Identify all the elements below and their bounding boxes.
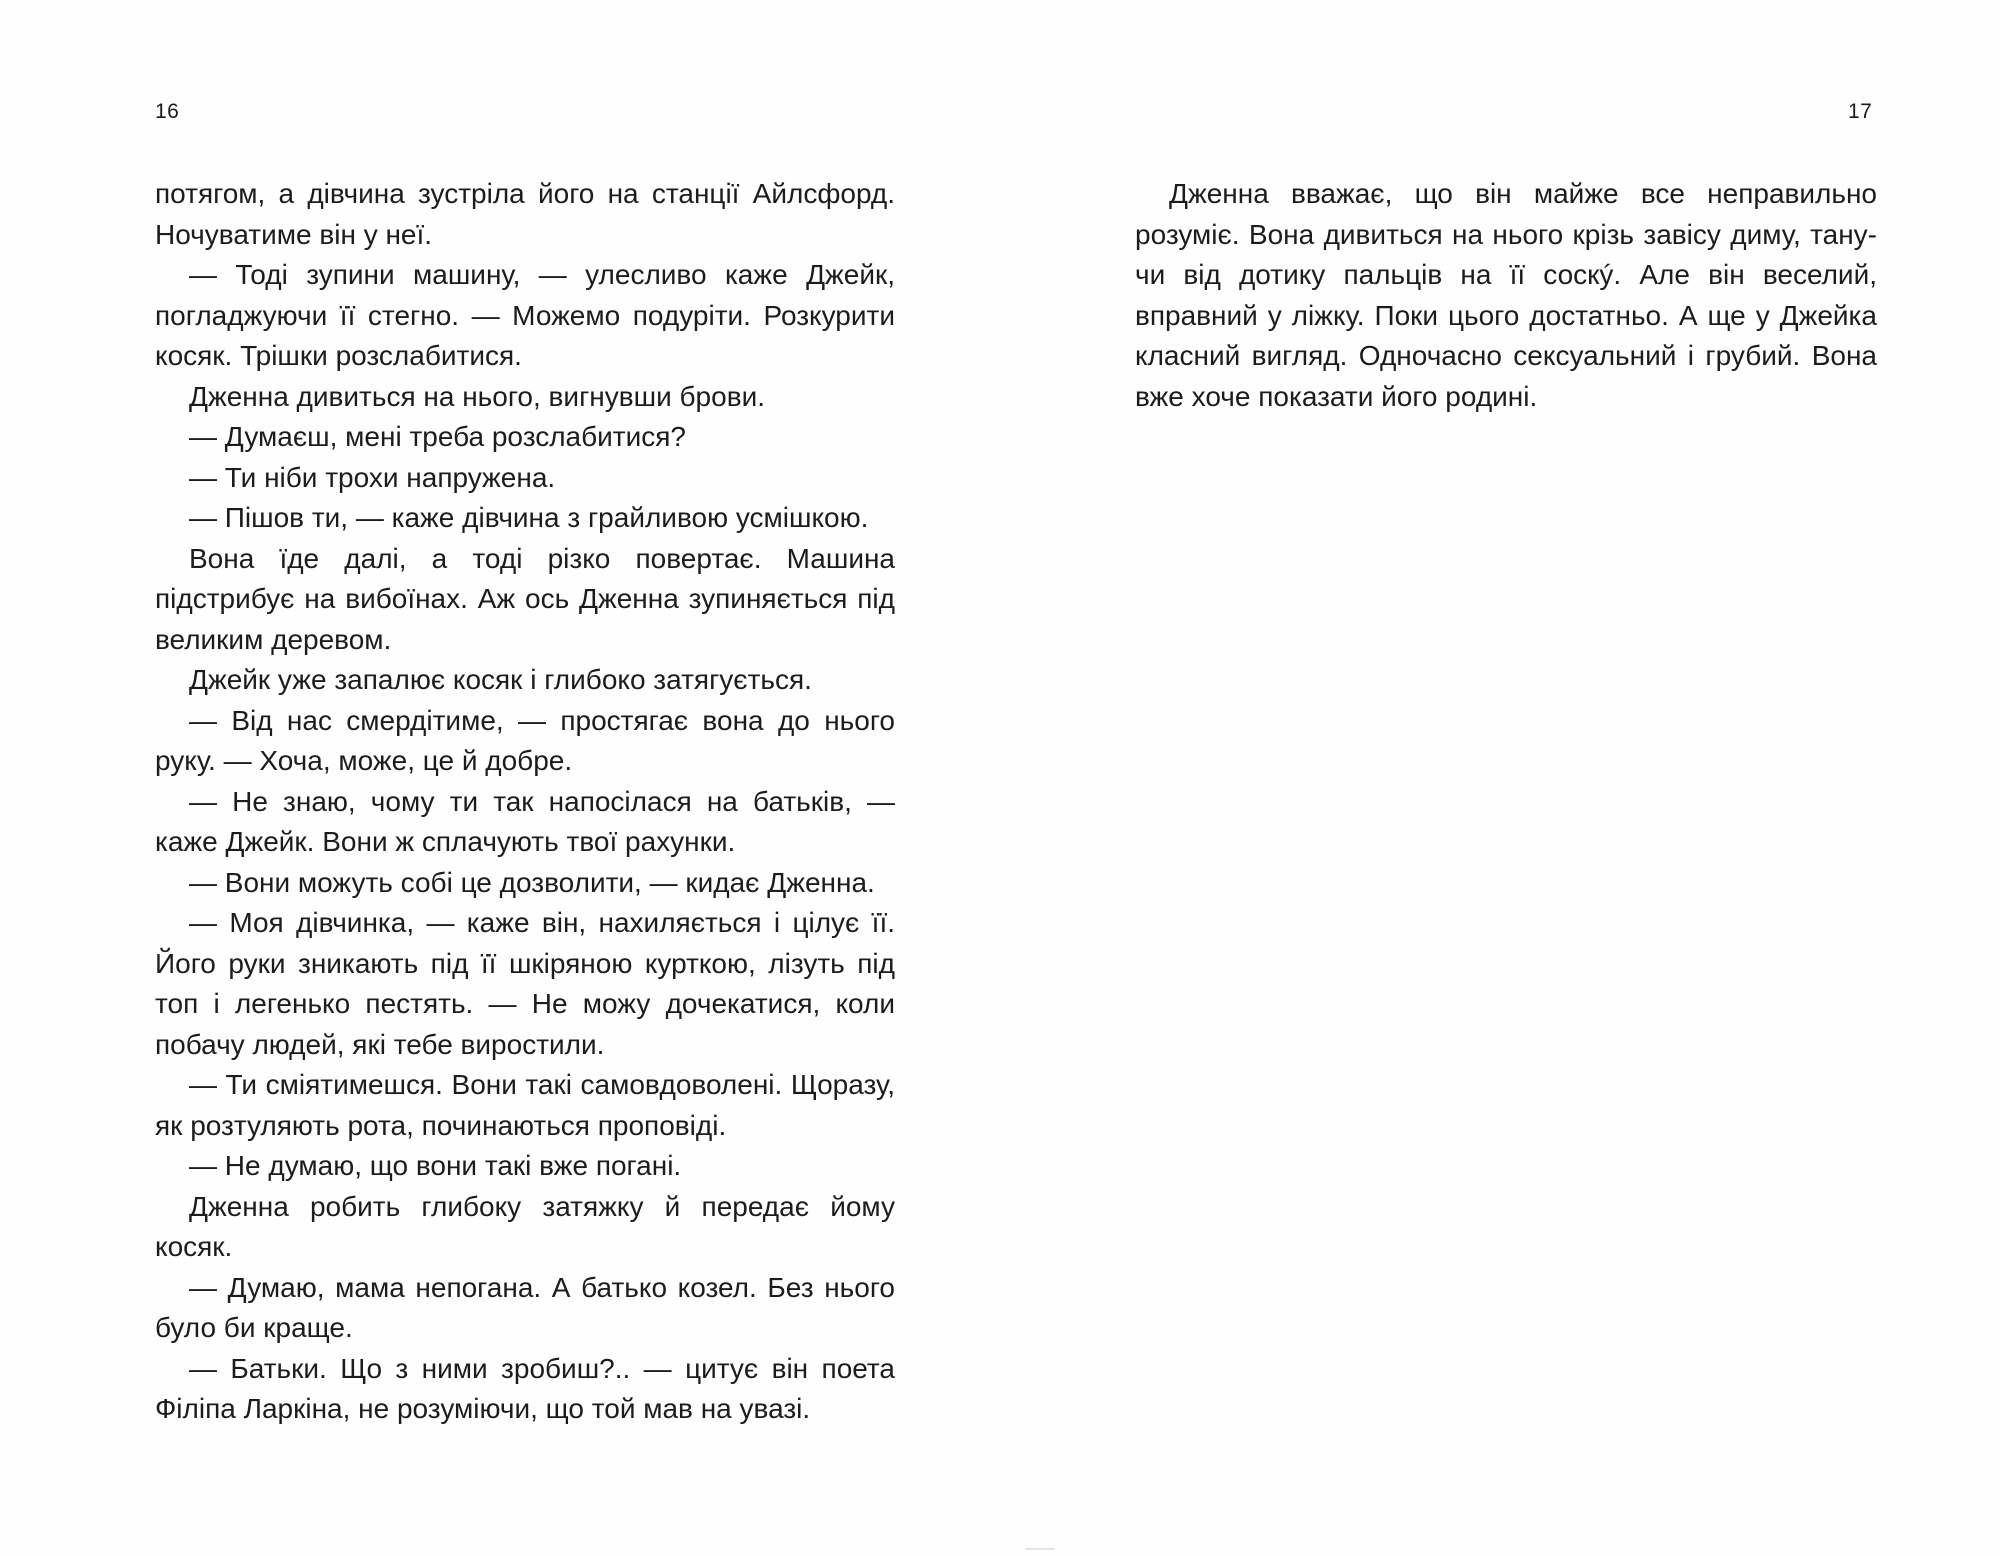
paragraph: — Моя дівчинка, — каже він, нахиляється і цілує її. Його руки зникають під її шкіряною курткою, лізуть під топ і легенько пестять. — Не можу дочекатися, коли побачу людей, які тебе виростили. (155, 907, 895, 1060)
paragraph: — Не думаю, що вони такі вже погані. (189, 1150, 682, 1181)
paragraph: — Не знаю, чому ти так напосілася на батьків, — каже Джейк. Вони ж сплачують твої рахунки. (155, 785, 895, 857)
page-number-left: 16 (155, 100, 180, 123)
paragraph: — Вони можуть собі це дозволити, — кидає Дженна. (189, 866, 875, 898)
left-page-text (155, 174, 895, 1430)
paragraph: потягом, а дівчина зустріла його на станції Айлсфорд. Ночуватиме він у неї. (155, 178, 895, 250)
paragraph: — Ти сміятимешся. Вони такі самовдоволені. Щоразу, як розтуляють рота, починаються проповіді. (155, 1069, 895, 1141)
paragraph: Дженна вважає, що він майже все неправильно розуміє. Вона дивиться на нього крізь завісу диму, танучи від дотику пальців на її соскý. Але він веселий, вправний у ліжку. Поки цього достатньо. А ще у Джейка класний вигляд. Одночасно сексуальний і грубий. Вона вже хоче показати його родині. (1135, 178, 1877, 412)
paragraph: — Пішов ти, — каже дівчина з грайливою усмішкою. (189, 502, 869, 533)
page-number-right: 17 (1848, 100, 1873, 123)
paragraph: — Ти ніби трохи напружена. (189, 461, 556, 493)
paragraph: Джейк уже запалює косяк і глибоко затягується. (189, 664, 812, 695)
paragraph: Вона їде далі, а тоді різко повертає. Машина підстрибує на вибоїнах. Аж ось Дженна зупиняється під великим деревом. (155, 542, 895, 655)
right-page-text (1135, 174, 1877, 417)
paragraph: Дженна дивиться на нього, вигнувши брови. (189, 380, 765, 412)
paragraph: Дженна робить глибоку затяжку й передає йому косяк. (155, 1190, 895, 1262)
paragraph: — Думаєш, мені треба розслабитися? (189, 421, 686, 452)
paragraph: — Від нас смердітиме, — простягає вона до нього руку. — Хоча, може, це й добре. (155, 704, 895, 776)
binding-gutter-mark (1025, 1548, 1055, 1550)
paragraph: — Тоді зупини машину, — улесливо каже Джейк, погладжуючи її стегно. — Можемо подуріти. Розкурити косяк. Трішки розслабитися. (155, 259, 895, 371)
paragraph: — Батьки. Що з ними зробиш?.. — цитує він поета Філіпа Ларкіна, не розуміючи, що той мав на увазі. (155, 1352, 895, 1424)
paragraph: — Думаю, мама непогана. А батько козел. Без нього було би краще. (155, 1271, 895, 1343)
